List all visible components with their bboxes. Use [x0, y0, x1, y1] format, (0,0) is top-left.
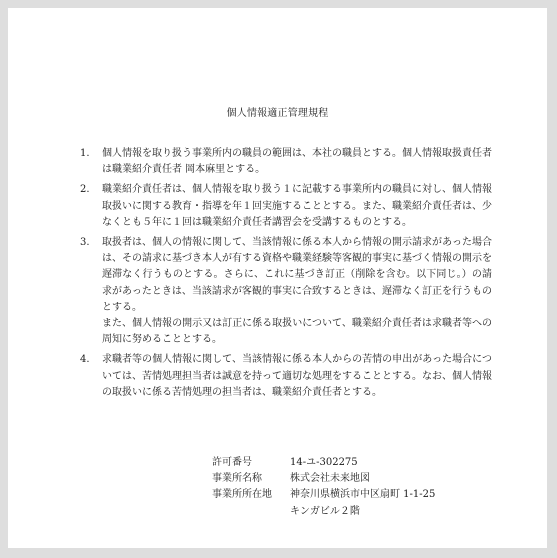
business-name-label: 事業所名称 [212, 473, 262, 485]
rule-text: 職業紹介責任者は、個人情報を取り扱う１に記載する事業所内の職員に対し、個人情報取扱いに関する教育・指導を年１回実施することとする。また、職業紹介責任者は、少なくとも５年に１回は職業紹介責任者講習会を受講するものとする。 [102, 184, 492, 228]
rule-list [80, 146, 492, 405]
address-label: 事業所所在地 [212, 489, 272, 501]
rule-text-continued: また、個人情報の開示又は訂正に係る取扱いについて、職業紹介責任者は求職者等への周知に努めることとする。 [102, 318, 492, 346]
document-page [8, 8, 547, 548]
rule-number: 2. [80, 184, 90, 196]
business-name-row [212, 471, 435, 487]
rule-item-3 [80, 235, 492, 348]
rule-number: 1. [80, 148, 90, 159]
rule-item-4 [80, 352, 492, 401]
business-name: 株式会社未来地図 [290, 473, 370, 485]
address-line-1: 神奈川県横浜市中区扇町 1-1-25 [290, 489, 436, 501]
document-title: 個人情報適正管理規程 [226, 108, 329, 119]
rule-text: 取扱者は、個人の情報に関して、当該情報に係る本人から情報の開示請求があった場合は、その請求に基づき本人が有する資格や職業経験等客観的事実に基づく情報の開示を遅滞なく行うものとする。さらに、これに基づき訂正（削除を含む。以下同じ。）の請求があったときは、当該請求が客観的事実に合致するときは、遅滞なく訂正を行うものとする。 [102, 237, 492, 313]
license-number: 14-ユ-302275 [290, 457, 358, 468]
rule-number: 3. [80, 237, 90, 249]
address-row [212, 487, 435, 503]
license-label: 許可番号 [212, 457, 252, 468]
rule-number: 4. [80, 354, 90, 366]
address-label-spacer [212, 504, 290, 520]
rule-text: 求職者等の個人情報に関して、当該情報に係る本人からの苦情の申出があった場合については、苦情処理担当者は誠意を持って適切な処理をすることとする。なお、個人情報の取扱いに係る苦情処理の担当者は、職業紹介責任者とする。 [102, 354, 492, 398]
rule-item-1 [80, 146, 492, 178]
rule-text: 個人情報を取り扱う事業所内の職員の範囲は、本社の職員とする。個人情報取扱責任者は職業紹介責任者 岡本麻里とする。 [102, 148, 492, 176]
rule-item-2 [80, 182, 492, 231]
license-row [212, 455, 435, 471]
business-info [212, 455, 435, 520]
address-row-2 [212, 504, 435, 520]
address-line-2: キンガビル２階 [290, 505, 360, 517]
